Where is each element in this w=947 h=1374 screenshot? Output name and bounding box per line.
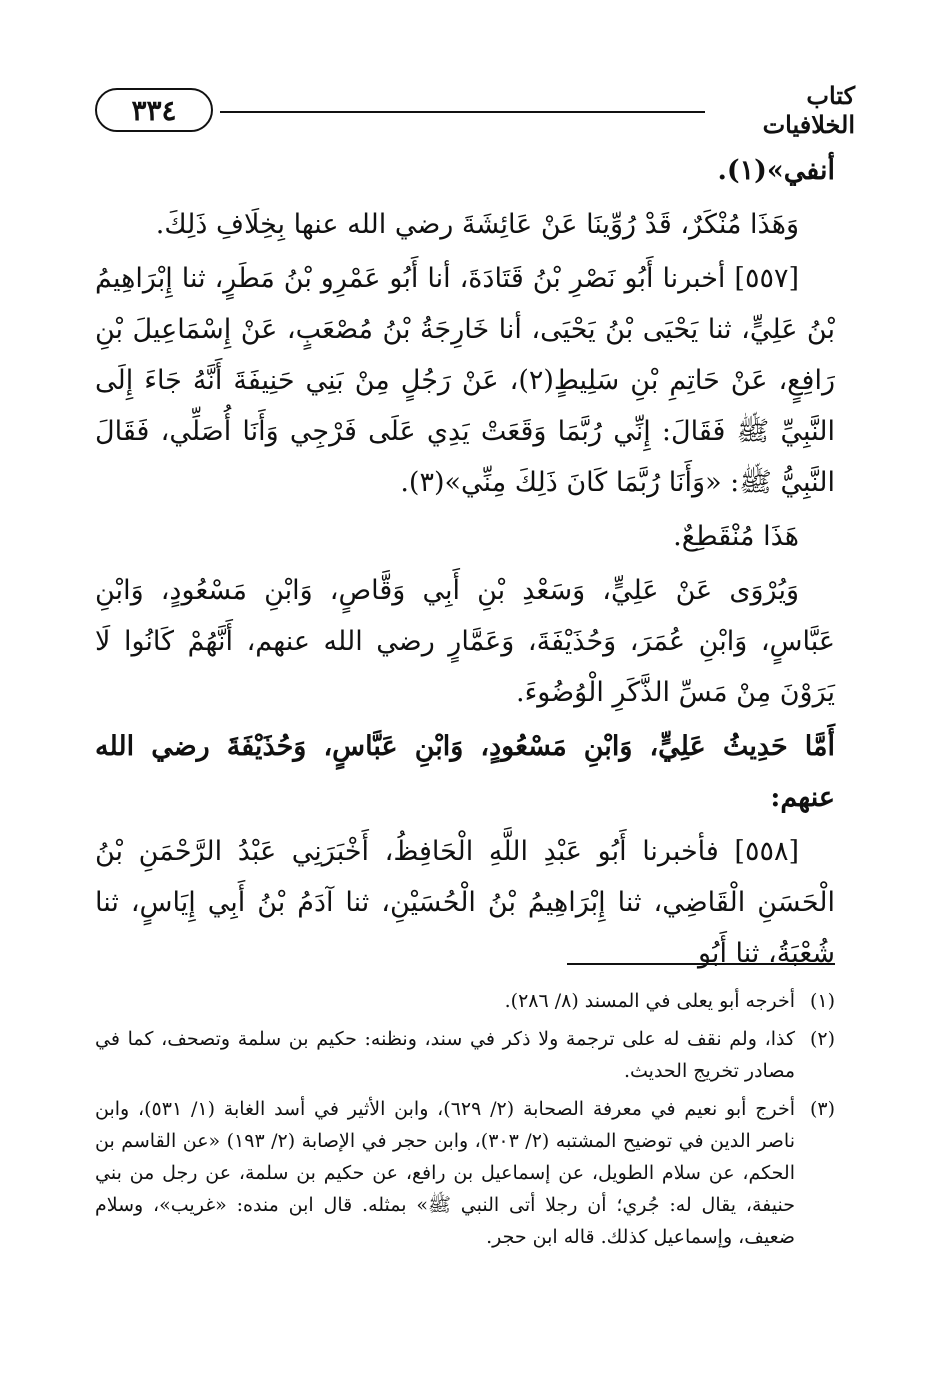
page-header (95, 81, 855, 139)
footnote-separator (567, 963, 835, 965)
footnotes (95, 985, 835, 1259)
header-rule (220, 111, 705, 113)
footnote-item (95, 985, 835, 1017)
paragraph-hadith-558: [٥٥٨] فأخبرنا أَبُو عَبْدِ اللَّهِ الْحَافِظُ، أَخْبَرَنِي عَبْدُ الرَّحْمَنِ بْنُ الْحَسَنِ الْقَاضِي، ثنا إِبْرَاهِيمُ بْنُ الْحُسَيْنِ، ثنا آدَمُ بْنُ أَبِي إِيَاسٍ، ثنا شُعْبَةُ، ثنا أَبُو (95, 836, 835, 969)
footnote-number: (٢) (809, 1028, 835, 1050)
paragraph-quote-end: أنفي»(١). (717, 155, 835, 186)
paragraph-hadith-557: [٥٥٧] أخبرنا أَبُو نَصْرِ بْنُ قَتَادَةَ، أنا أَبُو عَمْرِو بْنُ مَطَرٍ، ثنا إِبْرَاهِيمُ بْنُ عَلِيٍّ، ثنا يَحْيَى بْنُ يَحْيَى، أنا خَارِجَةُ بْنُ مُصْعَبٍ، عَنْ إِسْمَاعِيلَ بْنِ رَافِعٍ، عَنْ حَاتِمِ بْنِ سَلِيطٍ(٢)، عَنْ رَجُلٍ مِنْ بَنِي حَنِيفَةَ أَنَّهُ جَاءَ إِلَى النَّبِيِّ ﷺ فَقَالَ: إِنِّي رُبَّمَا وَقَعَتْ يَدِي عَلَى فَرْجِي وَأَنَا أُصَلِّي، فَقَالَ النَّبِيُّ ﷺ: «وَأَنَا رُبَّمَا كَانَ ذَلِكَ مِنِّي»(٣). (95, 263, 835, 498)
paragraph-judgement: هَذَا مُنْقَطِعٌ. (673, 521, 799, 552)
section-heading: أَمَّا حَدِيثُ عَلِيٍّ، وَابْنِ مَسْعُودٍ، وَابْنِ عَبَّاسٍ، وَحُذَيْفَةَ رضي الله عنهم: (95, 731, 835, 813)
footnote-text: أخرج أبو نعيم في معرفة الصحابة (٢/ ٦٢٩)، وابن الأثير في أسد الغابة (١/ ٥٣١)، وابن ناصر الدين في توضيح المشتبه (٢/ ٣٠٣)، وابن حجر في الإصابة (٢/ ١٩٣) «عن القاسم بن الحكم، عن سلام الطويل، عن إسماعيل بن رافع، عن حكيم بن سلمة، عن رجل من بني حنيفة، يقال له: جُري؛ أن رجلا أتى النبي ﷺ» بمثله. قال ابن منده: «غريب»، وسلام ضعيف، وإسماعيل كذلك. قاله ابن حجر. (95, 1098, 795, 1248)
page-number: ٣٣٤ (95, 88, 213, 132)
paragraph-comment: وَهَذَا مُنْكَرٌ، قَدْ رُوِّينَا عَنْ عَائِشَةَ رضي الله عنها بِخِلَافِ ذَلِكَ. (155, 209, 799, 240)
book-title: كتاب الخلافيات (762, 81, 855, 139)
main-text (95, 145, 835, 982)
footnote-number: (٣) (809, 1098, 835, 1120)
paragraph-narrations: وَيُرْوَى عَنْ عَلِيٍّ، وَسَعْدِ بْنِ أَبِي وَقَّاصٍ، وَابْنِ مَسْعُودٍ، وَابْنِ عَبَّاسٍ، وَابْنِ عُمَرَ، وَحُذَيْفَةَ، وَعَمَّارٍ رضي الله عنهم، أَنَّهُمْ كَانُوا لَا يَرَوْنَ مِنْ مَسِّ الذَّكَرِ الْوُضُوءَ. (95, 575, 835, 708)
footnote-text: أخرجه أبو يعلى في المسند (٨/ ٢٨٦). (504, 990, 795, 1012)
footnote-number: (١) (809, 990, 835, 1012)
footnote-item (95, 1093, 835, 1253)
footnote-text: كذا، ولم نقف له على ترجمة ولا ذكر في سند، ونظنه: حكيم بن سلمة وتصحف، كما في مصادر تخريج الحديث. (95, 1028, 795, 1082)
footnote-item (95, 1023, 835, 1087)
